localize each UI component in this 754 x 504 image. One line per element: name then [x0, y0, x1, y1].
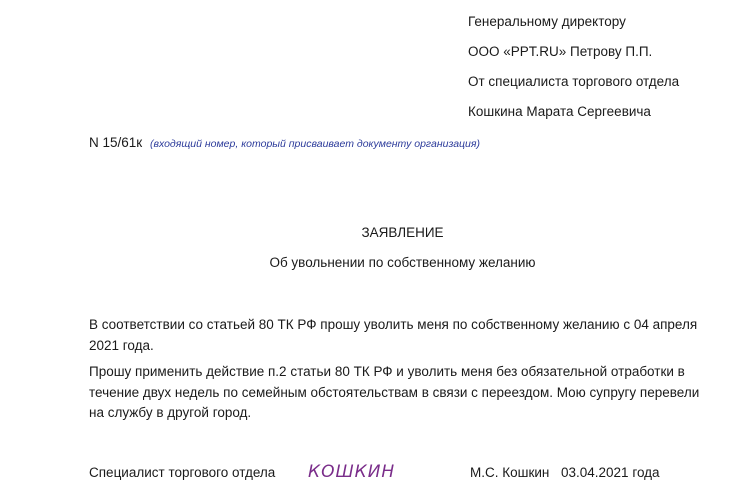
signing-date: 03.04.2021 года — [561, 465, 660, 480]
sender-name: Кошкина Марата Сергеевича — [468, 104, 651, 119]
signer-name: М.С. Кошкин — [470, 465, 550, 480]
registration-line — [89, 134, 480, 153]
registration-note: (входящий номер, который присваивает документу организация) — [149, 138, 480, 150]
body-paragraph-1: В соответствии со статьей 80 ТК РФ прошу уволить меня по собственному желанию с 04 апреля 2021 года. — [89, 317, 698, 353]
signer-position: Специалист торгового отдела — [89, 465, 276, 480]
handwritten-signature: КОШКИН — [308, 462, 396, 482]
addressee-title: Генеральному директору — [468, 14, 626, 29]
document-subject: Об увольнении по собственному желанию — [269, 255, 536, 270]
registration-number: N 15/61к — [89, 135, 143, 150]
document-title: ЗАЯВЛЕНИЕ — [361, 225, 444, 240]
body-paragraph-2: Прошу применить действие п.2 статьи 80 ТК РФ и уволить меня без обязательной отработки в течение двух недель по семейным обстоятельствам в связи с переездом. Мою супругу перевели на службу в другой город. — [89, 364, 700, 420]
addressee-company: ООО «PPT.RU» Петрову П.П. — [468, 44, 653, 59]
sender-position: От специалиста торгового отдела — [468, 74, 680, 89]
